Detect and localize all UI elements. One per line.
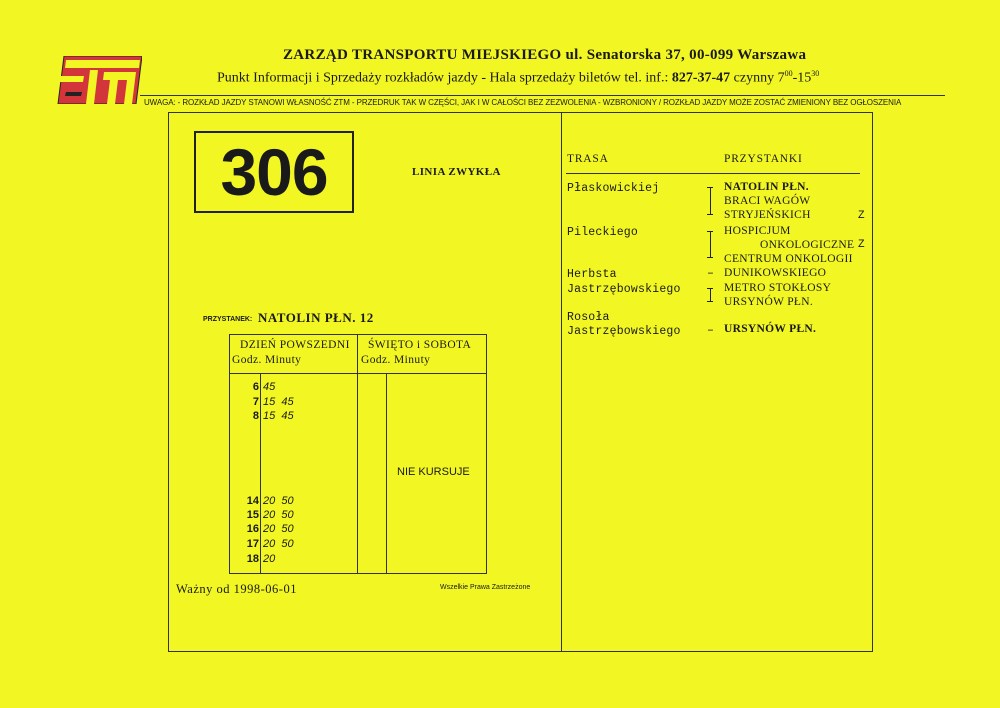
header-title: ZARZĄD TRANSPORTU MIEJSKIEGO ul. Senatorska 37, 00-099 Warszawa bbox=[283, 47, 807, 63]
timetable-header-divider bbox=[229, 373, 487, 374]
stop-name: NATOLIN PŁN. 12 bbox=[258, 310, 374, 325]
route-stop: CENTRUM ONKOLOGII bbox=[724, 253, 853, 265]
warning-text: UWAGA: - ROZKŁAD JAZDY STANOWI WŁASNOŚĆ ZTM - PRZEDRUK TAK W CZĘŚCI, JAK I W CAŁOŚCI BEZ ZEZWOLENIA - WZBRONIONY / ROZKŁAD JAZDY MOŻE ZOSTAĆ ZMIENIONY BEZ OGŁOSZENIA bbox=[144, 98, 902, 107]
timetable-row bbox=[229, 396, 357, 410]
timetable-row bbox=[229, 509, 357, 523]
route-heading: TRASA bbox=[567, 153, 609, 165]
weekday-subtitle: Godz. Minuty bbox=[232, 354, 302, 366]
route-stop: URSYNÓW PŁN. bbox=[724, 323, 817, 335]
minutes-cell: 20 50 bbox=[263, 523, 294, 535]
bracket-line bbox=[710, 231, 711, 257]
header-divider bbox=[140, 95, 945, 96]
route-stop: HOSPICJUM bbox=[724, 225, 791, 237]
timetable-row bbox=[229, 523, 357, 537]
route-stop: NATOLIN PŁN. bbox=[724, 181, 809, 193]
timetable-row bbox=[229, 553, 357, 567]
ztm-logo bbox=[56, 56, 142, 104]
hour-cell: 18 bbox=[246, 553, 259, 565]
bracket-bottom bbox=[707, 214, 713, 215]
timetable-row bbox=[229, 538, 357, 552]
hour-cell: 17 bbox=[246, 538, 259, 550]
info-text: Punkt Informacji i Sprzedaży rozkładów jazdy - Hala sprzedaży biletów tel. inf.: bbox=[217, 70, 672, 86]
line-number: 306 bbox=[194, 131, 354, 213]
minutes-cell: 45 bbox=[263, 381, 276, 393]
route-street: Jastrzębowskiego bbox=[567, 325, 681, 338]
bracket-bottom bbox=[707, 257, 713, 258]
minutes-cell: 20 50 bbox=[263, 509, 294, 521]
bracket-line bbox=[710, 187, 711, 214]
hour-cell: 16 bbox=[246, 523, 259, 535]
route-stop: BRACI WAGÓW bbox=[724, 195, 811, 207]
route-street: Herbsta bbox=[567, 268, 617, 281]
route-street: Rosoła bbox=[567, 311, 610, 324]
route-street: Jastrzębowskiego bbox=[567, 283, 681, 296]
timetable-row bbox=[229, 410, 357, 424]
holiday-title: ŚWIĘTO i SOBOTA bbox=[368, 339, 472, 351]
holiday-note: NIE KURSUJE bbox=[397, 466, 470, 478]
holiday-subtitle: Godz. Minuty bbox=[361, 354, 431, 366]
stops-heading: PRZYSTANKI bbox=[724, 153, 803, 165]
route-street: Pileckiego bbox=[567, 226, 639, 239]
minutes-cell: 15 45 bbox=[263, 410, 294, 422]
bracket-bottom bbox=[707, 301, 713, 302]
route-stop: DUNIKOWSKIEGO bbox=[724, 267, 827, 279]
timetable-column-divider bbox=[357, 334, 358, 574]
minutes-cell: 15 45 bbox=[263, 396, 294, 408]
copyright-note: Wszelkie Prawa Zastrzeżone bbox=[440, 584, 531, 591]
route-dash: – bbox=[707, 324, 714, 337]
z-flag: Z bbox=[858, 210, 865, 222]
route-dash: – bbox=[707, 267, 714, 280]
timetable-row bbox=[229, 381, 357, 395]
header-info bbox=[217, 69, 819, 87]
holiday-hour-divider bbox=[386, 373, 387, 574]
route-stop: URSYNÓW PŁN. bbox=[724, 296, 814, 308]
hour-cell: 15 bbox=[246, 509, 259, 521]
phone-number: 827-37-47 bbox=[671, 70, 731, 86]
bracket-line bbox=[710, 288, 711, 301]
hour-cell: 6 bbox=[252, 381, 259, 393]
frame-divider bbox=[561, 112, 562, 652]
hour-cell: 8 bbox=[252, 410, 259, 422]
hours-text: czynny 7 bbox=[730, 70, 785, 86]
hour-cell: 14 bbox=[246, 495, 259, 507]
route-stop: STRYJEŃSKICH bbox=[724, 209, 811, 221]
valid-from: Ważny od 1998-06-01 bbox=[176, 582, 297, 596]
route-stop: METRO STOKŁOSY bbox=[724, 282, 832, 294]
z-flag: Z bbox=[858, 239, 865, 251]
minutes-cell: 20 50 bbox=[263, 538, 294, 550]
timetable-row bbox=[229, 495, 357, 509]
hours-end: -15 bbox=[792, 70, 812, 86]
hours-end-sup: 30 bbox=[811, 69, 820, 78]
stop-label: PRZYSTANEK: bbox=[203, 316, 253, 323]
hour-cell: 7 bbox=[252, 396, 259, 408]
route-heading-divider bbox=[566, 173, 860, 174]
route-street: Płaskowickiej bbox=[567, 182, 660, 195]
line-type: LINIA ZWYKŁA bbox=[412, 166, 501, 178]
hours-start-sup: 00 bbox=[784, 69, 793, 78]
route-stop: ONKOLOGICZNE bbox=[760, 239, 855, 251]
minutes-cell: 20 bbox=[263, 553, 276, 565]
weekday-title: DZIEŃ POWSZEDNI bbox=[240, 339, 350, 351]
minutes-cell: 20 50 bbox=[263, 495, 294, 507]
